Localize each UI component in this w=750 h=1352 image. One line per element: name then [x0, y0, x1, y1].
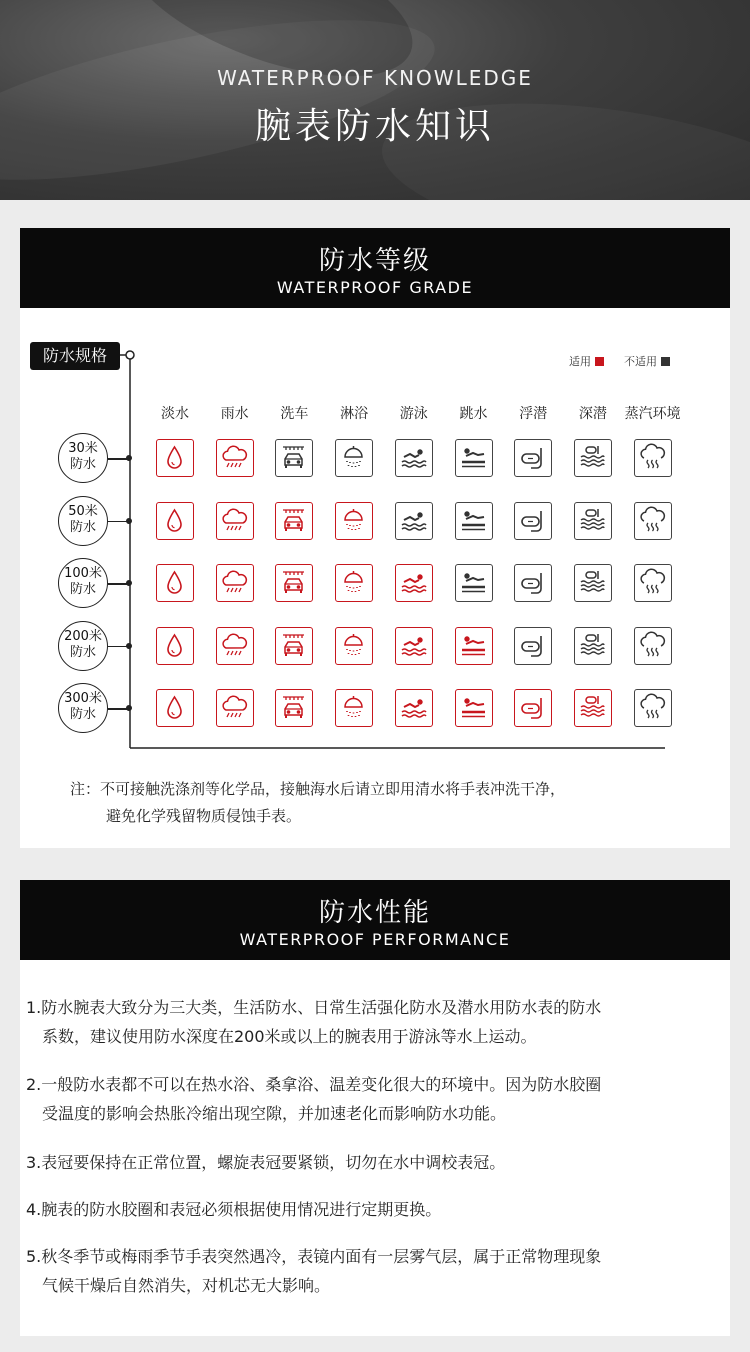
- column-header: 淋浴: [340, 406, 369, 422]
- shower-icon: [335, 689, 373, 727]
- shower-icon: [335, 502, 373, 540]
- steam-icon: [634, 502, 672, 540]
- dive-icon: [455, 689, 493, 727]
- depth-rating-badge: [58, 496, 108, 546]
- row-axis-dot: [126, 643, 132, 649]
- drop-icon: [156, 689, 194, 727]
- section-title-cn: 防水等级: [318, 246, 431, 276]
- hero-banner: [0, 0, 750, 200]
- performance-item-line: 气候干燥后自然消失，对机芯无大影响。: [42, 1276, 331, 1295]
- depth-rating-badge: [58, 558, 108, 608]
- steam-icon: [634, 627, 672, 665]
- drop-icon: [156, 502, 194, 540]
- row-axis-dot: [126, 518, 132, 524]
- dive-icon: [455, 564, 493, 602]
- performance-item-3: [26, 1148, 726, 1177]
- steam-icon: [634, 564, 672, 602]
- swim-icon: [395, 627, 433, 665]
- column-header: 深潜: [578, 406, 607, 422]
- scuba-icon: [574, 627, 612, 665]
- legend: [569, 353, 670, 369]
- depth-rating-value: 50米: [68, 503, 98, 519]
- steam-icon: [634, 689, 672, 727]
- scuba-icon: [574, 689, 612, 727]
- performance-item-line: 4.腕表的防水胶圈和表冠必须根据使用情况进行定期更换。: [26, 1200, 442, 1219]
- row-axis-dot: [126, 705, 132, 711]
- car-wash-icon: [275, 502, 313, 540]
- depth-rating-badge: [58, 433, 108, 483]
- snorkel-icon: [514, 502, 552, 540]
- swim-icon: [395, 564, 433, 602]
- column-header: 雨水: [220, 406, 249, 422]
- drop-icon: [156, 564, 194, 602]
- column-header: 蒸汽环境: [624, 406, 681, 422]
- shower-icon: [335, 627, 373, 665]
- steam-icon: [634, 439, 672, 477]
- scuba-icon: [574, 502, 612, 540]
- depth-rating-badge: [58, 683, 108, 733]
- car-wash-icon: [275, 689, 313, 727]
- depth-rating-value: 100米: [64, 566, 102, 581]
- rain-icon: [216, 564, 254, 602]
- performance-item-1: [26, 993, 726, 1051]
- depth-rating-value: 200米: [64, 628, 102, 644]
- column-header: 洗车: [280, 406, 309, 422]
- waterproof-grade-card: [20, 228, 730, 848]
- section-header: [20, 880, 730, 960]
- car-wash-icon: [275, 439, 313, 477]
- swim-icon: [395, 689, 433, 727]
- legend-ok-label: 适用: [569, 355, 591, 368]
- swim-icon: [395, 502, 433, 540]
- shower-icon: [335, 564, 373, 602]
- car-wash-icon: [275, 627, 313, 665]
- row-axis-dot: [126, 455, 132, 461]
- performance-item-line: 系数，建议使用防水深度在200米或以上的腕表用于游泳等水上运动。: [42, 1027, 537, 1046]
- depth-rating-unit: 防水: [69, 519, 96, 535]
- performance-item-5: [26, 1242, 726, 1300]
- swim-icon: [395, 439, 433, 477]
- column-header: 浮潜: [519, 406, 548, 422]
- shower-icon: [335, 439, 373, 477]
- hero-title-cn: 腕表防水知识: [254, 106, 495, 147]
- legend-no-swatch: [661, 357, 670, 366]
- column-header: 跳水: [459, 406, 488, 422]
- note-line-1: 注：不可接触洗涤剂等化学品，接触海水后请立即用清水将手表冲洗干净，: [70, 780, 566, 798]
- car-wash-icon: [275, 564, 313, 602]
- legend-ok-swatch: [595, 357, 604, 366]
- depth-rating-badge: [58, 621, 108, 671]
- snorkel-icon: [514, 564, 552, 602]
- performance-item-line: 受温度的影响会热胀冷缩出现空隙，并加速老化而影响防水功能。: [42, 1104, 507, 1123]
- rain-icon: [216, 502, 254, 540]
- performance-item-2: [26, 1070, 726, 1128]
- depth-rating-unit: 防水: [69, 582, 96, 597]
- note: [70, 776, 710, 830]
- dive-icon: [455, 439, 493, 477]
- depth-rating-value: 300米: [64, 691, 102, 706]
- drop-icon: [156, 627, 194, 665]
- snorkel-icon: [514, 439, 552, 477]
- waterproof-performance-card: [20, 880, 730, 1336]
- depth-rating-unit: 防水: [69, 644, 96, 660]
- chart-axes: [20, 228, 730, 848]
- section-title-en: WATERPROOF GRADE: [276, 278, 474, 297]
- legend-no-label: 不适用: [624, 355, 657, 368]
- performance-item-line: 3.表冠要保持在正常位置，螺旋表冠要紧锁，切勿在水中调校表冠。: [26, 1153, 506, 1172]
- performance-item-line: 5.秋冬季节或梅雨季节手表突然遇冷，表镜内面有一层雾气层，属于正常物理现象: [26, 1247, 602, 1266]
- column-header: 游泳: [399, 406, 428, 422]
- performance-item-4: [26, 1195, 726, 1224]
- column-header: 淡水: [161, 406, 189, 422]
- scuba-icon: [574, 564, 612, 602]
- spec-label: 防水规格: [30, 342, 120, 370]
- scuba-icon: [574, 439, 612, 477]
- rain-icon: [216, 627, 254, 665]
- performance-item-line: 1.防水腕表大致分为三大类，生活防水、日常生活强化防水及潜水用防水表的防水: [26, 998, 602, 1017]
- hero-title-en: WATERPROOF KNOWLEDGE: [217, 66, 533, 90]
- rain-icon: [216, 689, 254, 727]
- depth-rating-unit: 防水: [69, 707, 96, 722]
- snorkel-icon: [514, 627, 552, 665]
- depth-rating-value: 30米: [68, 441, 98, 456]
- performance-item-line: 2.一般防水表都不可以在热水浴、桑拿浴、温差变化很大的环境中。因为防水胶圈: [26, 1075, 602, 1094]
- note-line-2: 避免化学残留物质侵蚀手表。: [106, 807, 302, 825]
- row-axis-dot: [126, 580, 132, 586]
- drop-icon: [156, 439, 194, 477]
- snorkel-icon: [514, 689, 552, 727]
- dive-icon: [455, 627, 493, 665]
- dive-icon: [455, 502, 493, 540]
- rain-icon: [216, 439, 254, 477]
- section-title-cn: 防水性能: [318, 898, 431, 928]
- depth-rating-unit: 防水: [69, 457, 96, 472]
- section-title-en: WATERPROOF PERFORMANCE: [239, 930, 511, 949]
